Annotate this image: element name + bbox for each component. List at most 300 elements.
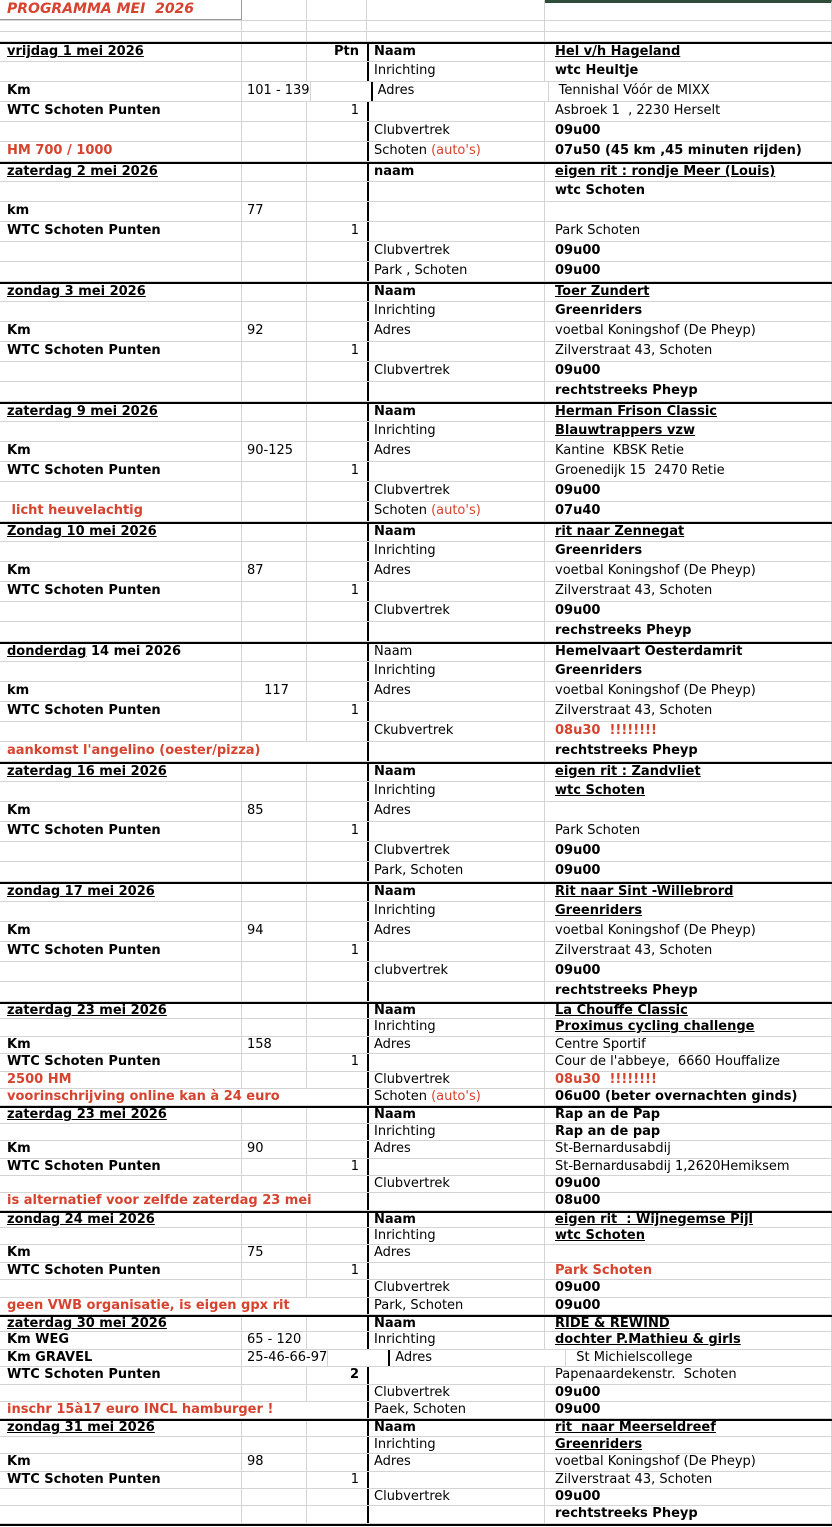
value-cell xyxy=(545,884,832,901)
field-label-cell xyxy=(367,62,545,81)
sheet-row xyxy=(0,662,832,682)
field-label-cell xyxy=(367,922,545,941)
cell-text: 09u00 xyxy=(555,1297,601,1313)
spacer-cell xyxy=(307,0,367,20)
cell-text: WTC Schoten Punten xyxy=(7,103,161,118)
cell-text: Inrichting xyxy=(374,423,436,438)
spacer-cell xyxy=(367,0,545,20)
cell-text: WTC Schoten Punten xyxy=(7,1471,161,1487)
cell-text: Inrichting xyxy=(374,63,436,78)
km-value-cell xyxy=(242,1350,328,1366)
sheet-row xyxy=(0,1124,832,1141)
value-cell xyxy=(545,1317,832,1331)
km-value-cell xyxy=(242,1367,307,1383)
label-cell xyxy=(0,822,242,841)
date-cell xyxy=(0,764,242,781)
label-cell xyxy=(0,1089,367,1105)
sheet-row xyxy=(0,482,832,502)
km-value-cell xyxy=(242,342,307,361)
label-cell xyxy=(0,1280,242,1296)
value-cell xyxy=(545,1054,832,1070)
km-value-cell xyxy=(242,1037,307,1053)
field-label-cell xyxy=(367,1054,545,1070)
points-cell xyxy=(307,542,367,561)
sheet-row xyxy=(0,622,832,642)
km-value-cell xyxy=(242,1176,307,1192)
field-label-cell xyxy=(367,542,545,561)
cell-text: WTC Schoten Punten xyxy=(7,823,161,838)
field-label-cell xyxy=(367,764,545,781)
cell-text: Adres xyxy=(374,1454,411,1470)
value-cell xyxy=(545,602,832,621)
label-cell xyxy=(0,942,242,961)
field-label-cell xyxy=(367,1421,545,1435)
value-cell xyxy=(545,222,832,241)
sheet-row xyxy=(0,682,832,702)
km-value-cell xyxy=(242,764,307,781)
cell-text: 1 xyxy=(350,583,359,598)
value-cell xyxy=(545,802,832,821)
cell-text: Asbroek 1 , 2230 Herselt xyxy=(555,103,721,118)
cell-text: 94 xyxy=(247,923,264,938)
cell-text: Greenriders xyxy=(555,543,643,558)
sheet-row xyxy=(0,822,832,842)
cell-text: Toer Zundert xyxy=(555,284,650,299)
label-cell xyxy=(0,82,242,101)
cell-text: Blauwtrappers vzw xyxy=(555,423,695,438)
field-label-cell xyxy=(367,44,545,61)
cell-text: rechtstreeks Pheyp xyxy=(555,383,698,398)
label-cell xyxy=(0,1263,242,1279)
points-cell xyxy=(307,1159,367,1175)
sheet-row xyxy=(0,1019,832,1036)
cell-text: 07u40 xyxy=(555,503,601,518)
cell-text: Zilverstraat 43, Schoten xyxy=(555,703,713,718)
label-cell xyxy=(0,742,367,761)
cell-text: eigen rit : Zandvliet xyxy=(555,764,701,779)
cell-text: wtc Schoten xyxy=(555,1228,645,1244)
points-cell xyxy=(307,1176,367,1192)
label-cell xyxy=(0,602,242,621)
points-cell xyxy=(307,1489,367,1505)
cell-text: Inrichting xyxy=(374,663,436,678)
cell-text: Adres xyxy=(374,803,411,818)
sheet-row xyxy=(0,1437,832,1454)
cell-text: wtc Schoten xyxy=(555,183,645,198)
value-cell xyxy=(545,1437,832,1453)
label-cell xyxy=(0,502,242,521)
cell-text: 1 xyxy=(350,103,359,118)
cell-text: rechtstreeks Pheyp xyxy=(555,983,698,998)
value-cell xyxy=(545,1228,832,1244)
points-cell xyxy=(307,1472,367,1488)
field-label-cell xyxy=(367,122,545,141)
cell-text: Naam xyxy=(374,1211,416,1227)
value-cell xyxy=(545,482,832,501)
km-value-cell xyxy=(242,1213,307,1227)
spacer-cell xyxy=(545,21,832,31)
sheet-row xyxy=(0,1367,832,1384)
label-cell xyxy=(0,302,242,321)
cell-text: Inrichting xyxy=(374,1228,436,1244)
date-cell xyxy=(0,1004,242,1018)
label-cell xyxy=(0,1437,242,1453)
sheet-row xyxy=(0,242,832,262)
cell-text: zaterdag 23 mei 2026 xyxy=(7,1107,167,1123)
value-cell xyxy=(566,1350,832,1366)
points-cell xyxy=(307,562,367,581)
cell-text: Greenriders xyxy=(555,1436,643,1452)
cell-text: Clubvertrek xyxy=(374,1280,450,1296)
sheet-row xyxy=(0,802,832,822)
label-cell xyxy=(0,1350,242,1366)
cell-text: Greenriders xyxy=(555,303,643,318)
km-value-cell xyxy=(242,1108,307,1122)
points-cell xyxy=(307,102,367,121)
day-block xyxy=(0,1419,832,1523)
value-cell xyxy=(545,782,832,801)
spacer-row xyxy=(0,21,832,32)
cell-text: Inrichting xyxy=(374,543,436,558)
cell-text: WTC Schoten Punten xyxy=(7,343,161,358)
sheet-row xyxy=(0,702,832,722)
sheet-row xyxy=(0,1004,832,1019)
value-cell xyxy=(545,442,832,461)
points-cell xyxy=(307,644,367,661)
value-cell xyxy=(545,1089,832,1105)
km-value-cell xyxy=(242,1019,307,1035)
points-cell xyxy=(307,322,367,341)
sheet-row xyxy=(0,562,832,582)
field-label-cell xyxy=(367,1193,545,1209)
date-cell xyxy=(0,644,242,661)
km-value-cell xyxy=(242,122,307,141)
cell-text: (auto's) xyxy=(431,1088,481,1104)
value-cell xyxy=(545,1280,832,1296)
cell-text: Zilverstraat 43, Schoten xyxy=(555,583,713,598)
cell-text: Adres xyxy=(374,683,411,698)
cell-text: Naam xyxy=(374,644,413,659)
km-value-cell xyxy=(242,182,307,201)
cell-text: 98 xyxy=(247,1454,264,1470)
points-cell xyxy=(307,1332,367,1348)
cell-text: Naam xyxy=(374,404,416,419)
cell-text: Park, Schoten xyxy=(374,1297,464,1313)
points-cell xyxy=(307,502,367,521)
value-cell xyxy=(545,822,832,841)
cell-text: WTC Schoten Punten xyxy=(7,943,161,958)
label-cell xyxy=(0,422,242,441)
cell-text: rit naar Zennegat xyxy=(555,524,685,539)
km-value-cell xyxy=(242,44,307,61)
cell-text: Greenriders xyxy=(555,903,643,918)
km-value-cell xyxy=(242,862,307,881)
label-cell xyxy=(0,142,242,161)
value-cell xyxy=(545,122,832,141)
points-cell xyxy=(307,182,367,201)
value-cell xyxy=(545,842,832,861)
value-cell xyxy=(545,562,832,581)
label-cell xyxy=(0,722,242,741)
cell-text: 2 xyxy=(349,1367,359,1383)
field-label-cell xyxy=(371,82,549,101)
cell-text: zaterdag 23 mei 2026 xyxy=(7,1003,167,1018)
km-value-cell xyxy=(242,1454,307,1470)
km-value-cell xyxy=(242,542,307,561)
field-label-cell xyxy=(367,1472,545,1488)
cell-text: Naam xyxy=(374,1316,416,1332)
value-cell xyxy=(545,62,832,81)
sheet-row xyxy=(0,582,832,602)
cell-text: Inrichting xyxy=(374,1436,436,1452)
sheet-row xyxy=(0,284,832,302)
km-value-cell xyxy=(242,164,307,181)
cell-text: rechstreeks Pheyp xyxy=(555,623,692,638)
cell-text: Tennishal Vóór de MIXX xyxy=(558,83,710,98)
field-label-cell xyxy=(367,1506,545,1522)
cell-text: rit naar Meerseldreef xyxy=(555,1420,716,1436)
points-cell xyxy=(307,164,367,181)
cell-text: Adres xyxy=(374,1245,411,1261)
cell-text: Greenriders xyxy=(555,663,643,678)
field-label-cell xyxy=(367,662,545,681)
spacer-cell xyxy=(367,32,545,41)
km-value-cell xyxy=(242,1506,307,1522)
cell-text: WTC Schoten Punten xyxy=(7,463,161,478)
label-cell xyxy=(0,1298,367,1314)
field-label-cell xyxy=(367,1332,545,1348)
value-cell xyxy=(545,202,832,221)
field-label-cell xyxy=(367,284,545,301)
cell-text: Naam xyxy=(374,44,416,59)
value-cell xyxy=(545,1402,832,1418)
cell-text: Km xyxy=(7,923,31,938)
label-cell xyxy=(0,242,242,261)
cell-text: 09u00 xyxy=(555,1488,601,1504)
sheet-row xyxy=(0,1072,832,1089)
day-block xyxy=(0,882,832,1002)
cell-text: Zilverstraat 43, Schoten xyxy=(555,343,713,358)
field-label-cell xyxy=(367,1159,545,1175)
cell-text: Naam xyxy=(374,284,416,299)
km-value-cell xyxy=(242,1263,307,1279)
cell-text: 09u00 xyxy=(555,263,601,278)
cell-text: 65 - 120 xyxy=(247,1332,302,1348)
km-value-cell xyxy=(242,102,307,121)
label-cell xyxy=(0,622,242,641)
field-label-cell xyxy=(367,1263,545,1279)
cell-text: 06u00 (beter overnachten ginds) xyxy=(555,1088,798,1104)
cell-text: aankomst l'angelino (oester/pizza) xyxy=(7,743,261,758)
sheet-row xyxy=(0,542,832,562)
cell-text: voetbal Koningshof (De Pheyp) xyxy=(555,563,756,578)
points-cell xyxy=(307,1228,367,1244)
cell-text: wtc Schoten xyxy=(555,783,645,798)
day-block xyxy=(0,1002,832,1106)
cell-text: is alternatief voor zelfde zaterdag 23 mei xyxy=(7,1193,312,1209)
km-value-cell xyxy=(242,662,307,681)
cell-text: 09u00 xyxy=(555,843,601,858)
points-cell xyxy=(307,404,367,421)
value-cell xyxy=(545,682,832,701)
cell-text: Clubvertrek xyxy=(374,1071,450,1087)
day-block xyxy=(0,522,832,642)
cell-text: Herman Frison Classic xyxy=(555,404,717,419)
value-cell xyxy=(545,284,832,301)
points-cell xyxy=(307,822,367,841)
points-cell xyxy=(307,62,367,81)
km-value-cell xyxy=(242,1332,307,1348)
label-cell xyxy=(0,922,242,941)
label-cell xyxy=(0,1193,367,1209)
cell-text: (auto's) xyxy=(431,143,481,158)
km-value-cell xyxy=(242,1437,307,1453)
field-label-cell xyxy=(367,1037,545,1053)
value-cell xyxy=(545,1019,832,1035)
green-top-bar xyxy=(545,0,832,20)
cell-text: 1 xyxy=(350,943,359,958)
field-label-cell xyxy=(367,562,545,581)
points-cell xyxy=(307,1263,367,1279)
cell-text: clubvertrek xyxy=(374,963,448,978)
value-cell xyxy=(545,622,832,641)
points-cell xyxy=(307,1019,367,1035)
km-value-cell xyxy=(242,722,307,741)
value-cell xyxy=(545,1506,832,1522)
spacer-cell xyxy=(367,21,545,31)
km-value-cell xyxy=(242,942,307,961)
cell-text: zondag 31 mei 2026 xyxy=(7,1420,155,1436)
sheet-row xyxy=(0,202,832,222)
spacer-cell xyxy=(242,0,307,20)
km-value-cell xyxy=(242,404,307,421)
value-cell xyxy=(545,1489,832,1505)
value-cell xyxy=(545,1298,832,1314)
label-cell xyxy=(0,1037,242,1053)
cell-text: 1 xyxy=(350,1471,359,1487)
value-cell xyxy=(545,1332,832,1348)
km-value-cell xyxy=(242,262,307,281)
field-label-cell xyxy=(367,722,545,741)
cell-text: Inrichting xyxy=(374,903,436,918)
km-value-cell xyxy=(242,1124,307,1140)
sheet-row xyxy=(0,884,832,902)
cell-text: 1 xyxy=(350,703,359,718)
label-cell xyxy=(0,682,242,701)
sheet-row xyxy=(0,342,832,362)
label-cell xyxy=(0,1141,242,1157)
sheet-row xyxy=(0,1245,832,1262)
km-value-cell xyxy=(242,1072,307,1088)
date-cell xyxy=(0,1317,242,1331)
cell-text: Rap an de Pap xyxy=(555,1107,661,1123)
km-value-cell xyxy=(242,1280,307,1296)
cell-text: HM 700 / 1000 xyxy=(7,143,113,158)
cell-text: 87 xyxy=(247,563,264,578)
km-value-cell xyxy=(242,644,307,661)
cell-text: zaterdag 9 mei 2026 xyxy=(7,404,158,419)
field-label-cell xyxy=(367,1004,545,1018)
cell-text: Proximus cycling challenge xyxy=(555,1019,755,1035)
spacer-cell xyxy=(242,21,307,31)
cell-text: 1 xyxy=(350,1054,359,1070)
points-cell xyxy=(307,242,367,261)
field-label-cell xyxy=(367,1317,545,1331)
cell-text: (auto's) xyxy=(431,503,481,518)
points-cell xyxy=(311,82,371,101)
km-value-cell xyxy=(242,1228,307,1244)
cell-text: Papenaardekenstr. Schoten xyxy=(555,1367,737,1383)
cell-text: Cour de l'abbeye, 6660 Houffalize xyxy=(555,1054,781,1070)
sheet-row xyxy=(0,1280,832,1297)
cell-text: 90-125 xyxy=(247,443,294,458)
cell-text: Hel v/h Hageland xyxy=(555,44,681,59)
points-cell xyxy=(307,1124,367,1140)
points-cell xyxy=(307,942,367,961)
field-label-cell xyxy=(367,1213,545,1227)
km-value-cell xyxy=(242,284,307,301)
value-cell xyxy=(545,1245,832,1261)
sheet-row xyxy=(0,1228,832,1245)
cell-text: Park Schoten xyxy=(555,1262,653,1278)
sheet-row xyxy=(0,462,832,482)
field-label-cell xyxy=(367,1385,545,1401)
km-value-cell xyxy=(242,142,307,161)
sheet-row xyxy=(0,922,832,942)
day-block xyxy=(0,762,832,882)
km-value-cell xyxy=(242,582,307,601)
value-cell xyxy=(545,1367,832,1383)
label-cell xyxy=(0,982,242,1001)
cell-text: Clubvertrek xyxy=(374,843,450,858)
spacer-cell xyxy=(0,32,242,41)
field-label-cell xyxy=(367,524,545,541)
day-block xyxy=(0,1211,832,1315)
label-cell xyxy=(0,1072,242,1088)
title-row xyxy=(0,0,832,21)
km-value-cell xyxy=(242,502,307,521)
points-cell xyxy=(307,202,367,221)
cell-text: naam xyxy=(374,164,415,179)
points-cell xyxy=(307,862,367,881)
value-cell xyxy=(545,722,832,741)
sheet-row xyxy=(0,644,832,662)
label-cell xyxy=(0,1454,242,1470)
value-cell xyxy=(545,1124,832,1140)
sheet-row xyxy=(0,182,832,202)
cell-text: WTC Schoten Punten xyxy=(7,1262,161,1278)
day-block xyxy=(0,642,832,762)
cell-text: WTC Schoten Punten xyxy=(7,1054,161,1070)
cell-text: zaterdag 2 mei 2026 xyxy=(7,164,158,179)
points-cell xyxy=(307,482,367,501)
cell-text: St-Bernardusabdij xyxy=(555,1141,671,1157)
points-cell xyxy=(307,1213,367,1227)
label-cell xyxy=(0,1124,242,1140)
spacer-cell xyxy=(0,21,242,31)
label-cell xyxy=(0,1054,242,1070)
sheet-row xyxy=(0,1489,832,1506)
label-cell xyxy=(0,222,242,241)
sheet-row xyxy=(0,1332,832,1349)
cell-text: 09u00 xyxy=(555,1401,601,1417)
cell-text: zaterdag 30 mei 2026 xyxy=(7,1316,167,1332)
cell-text: Schoten xyxy=(374,503,432,518)
sheet-row xyxy=(0,1108,832,1123)
sheet-row xyxy=(0,1141,832,1158)
km-value-cell xyxy=(242,1489,307,1505)
sheet-row xyxy=(0,442,832,462)
